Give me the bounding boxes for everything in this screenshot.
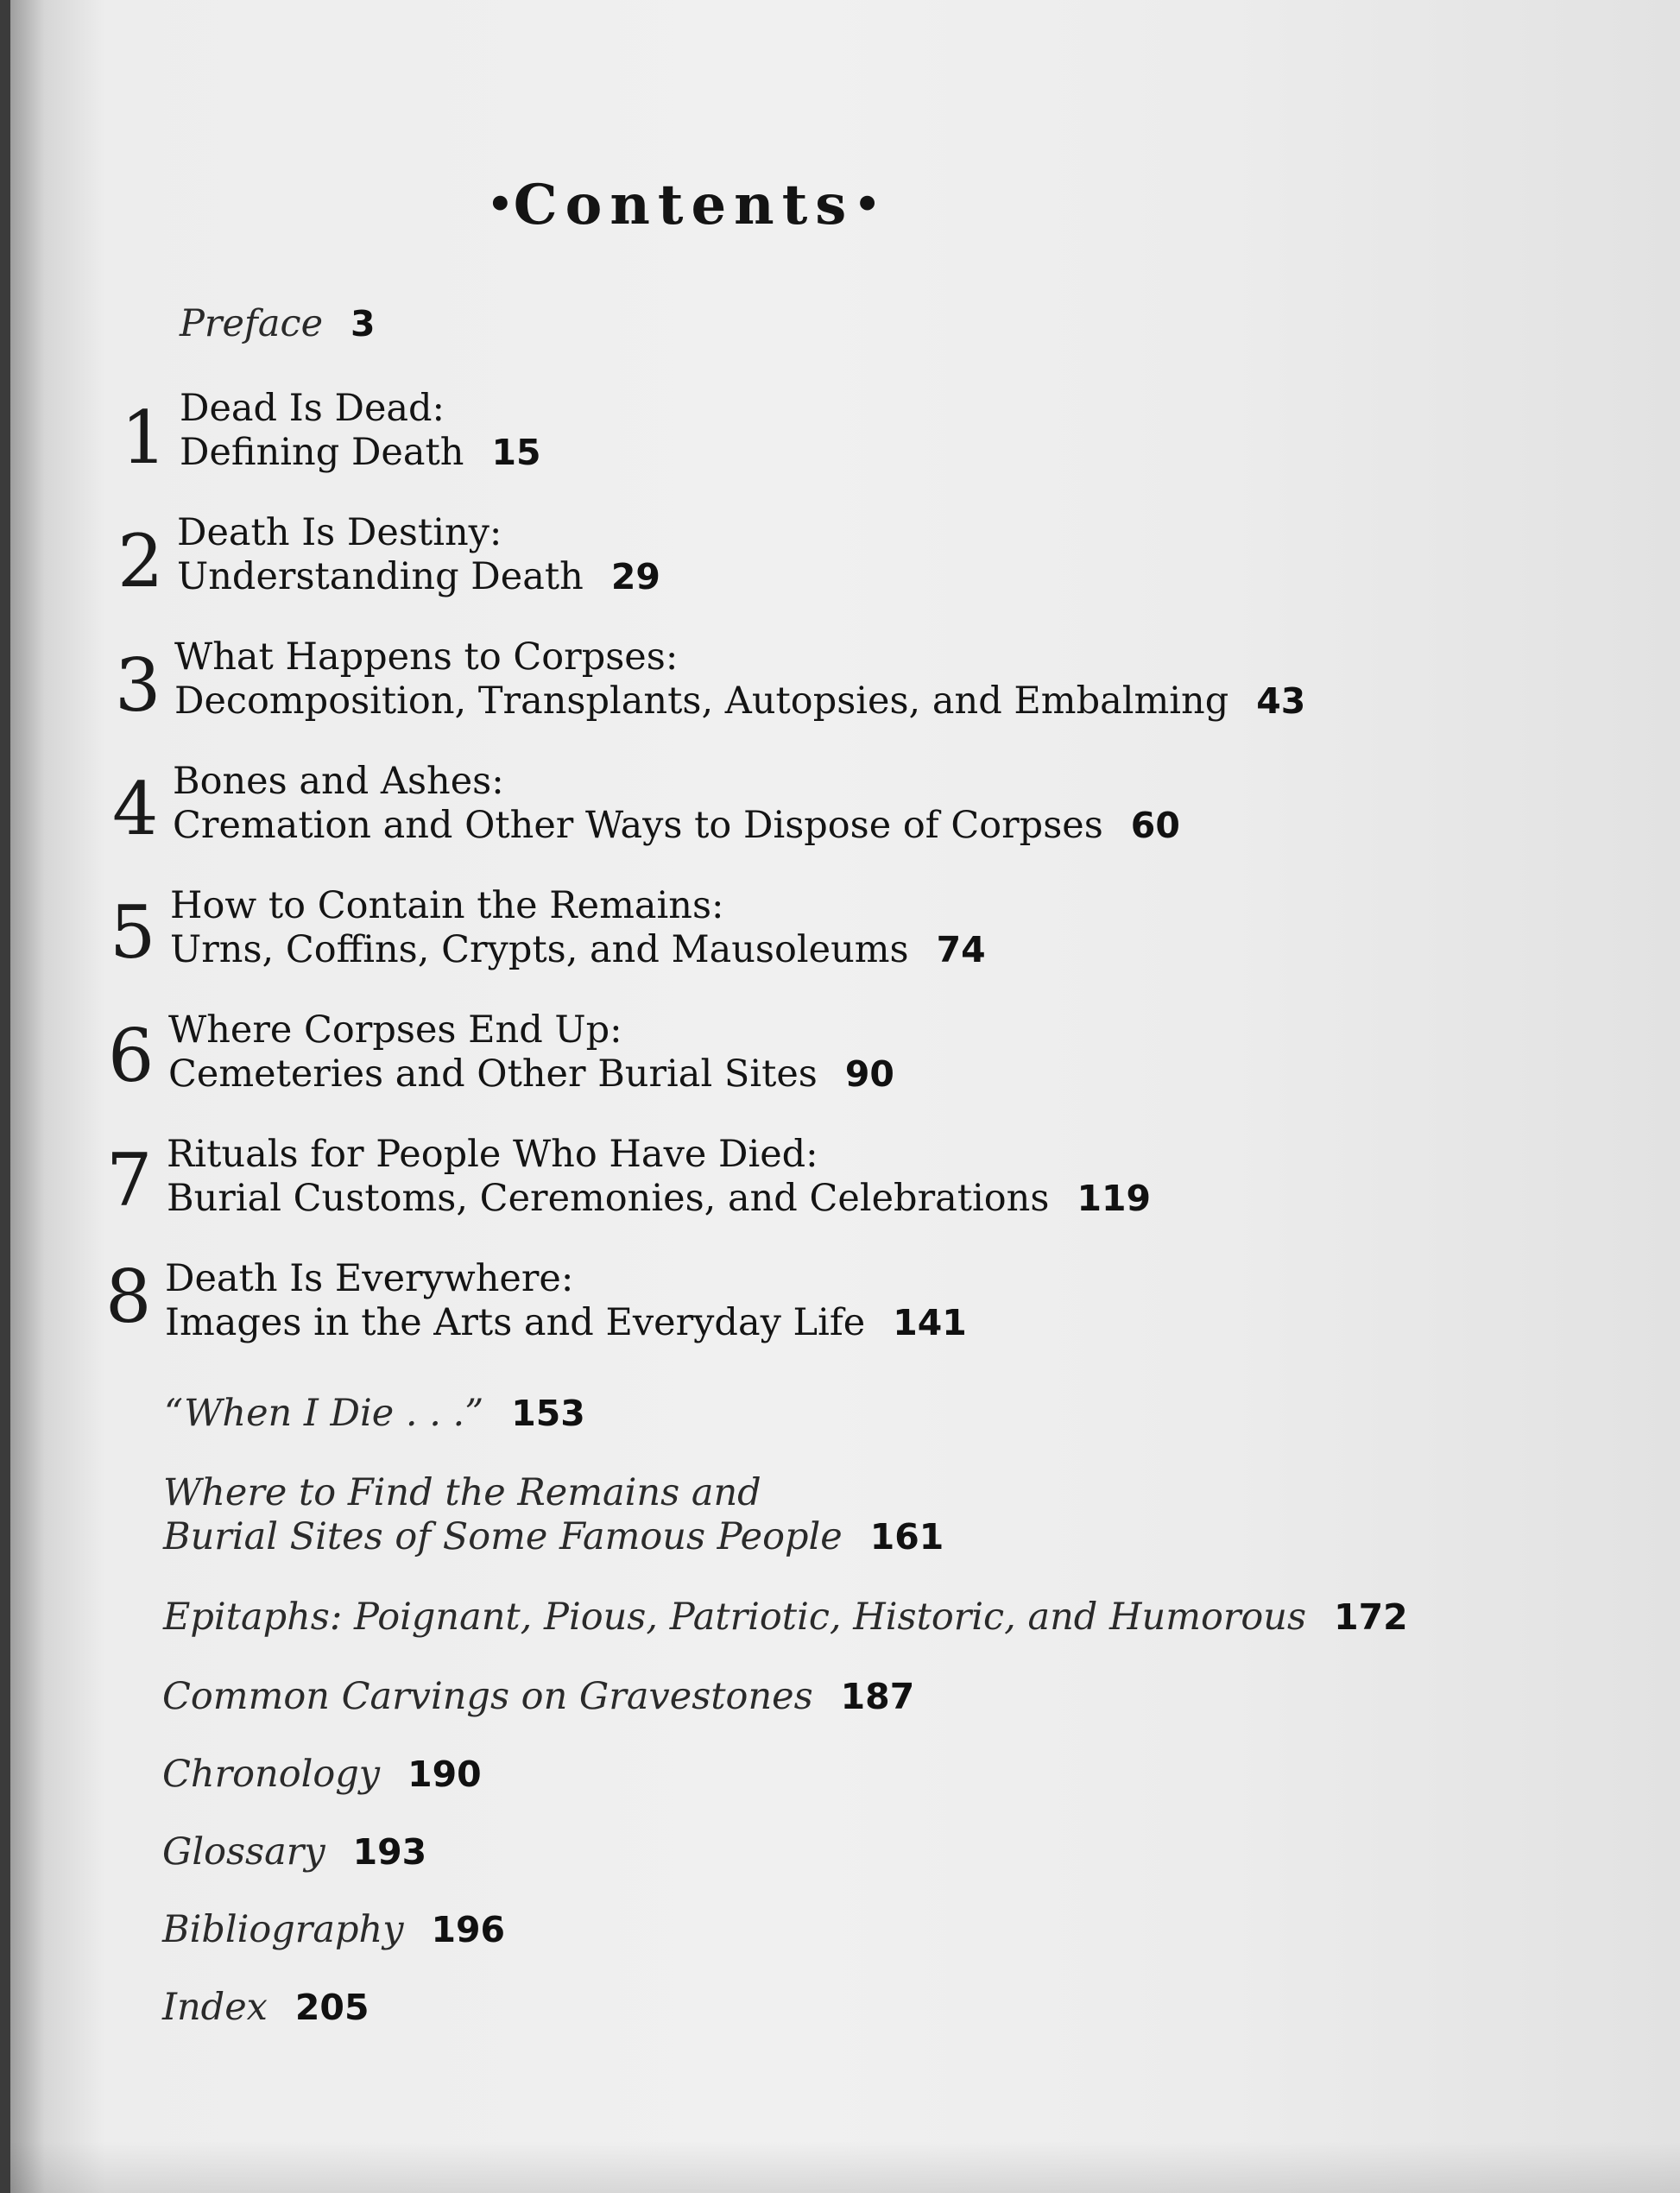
heading-text: Contents — [513, 173, 855, 237]
chapter-subtitle: Images in the Arts and Everyday Life — [165, 1301, 866, 1344]
toc-entry-common-carvings[interactable] — [162, 1675, 914, 1719]
toc-entry-when-i-die[interactable] — [164, 1392, 585, 1436]
toc-entry-chapter-7[interactable] — [167, 1133, 1151, 1221]
toc-entry-chapter-4[interactable] — [173, 760, 1180, 848]
toc-page-number: 187 — [840, 1676, 915, 1717]
toc-entry-title: Glossary — [162, 1830, 325, 1874]
chapter-number: 6 — [108, 1014, 155, 1098]
toc-entry-title: Bibliography — [162, 1908, 404, 1951]
toc-page-number: 119 — [1077, 1178, 1152, 1219]
toc-entry-chapter-3[interactable] — [174, 635, 1305, 724]
toc-page-number: 90 — [844, 1053, 894, 1095]
chapter-number: 4 — [112, 767, 159, 851]
chapter-title: Dead Is Dead: — [180, 387, 445, 430]
toc-entry-title: Burial Sites of Some Famous People — [163, 1515, 843, 1558]
contents-heading — [10, 173, 1357, 237]
chapter-subtitle: Defining Death — [180, 431, 464, 474]
chapter-title: Death Is Destiny: — [177, 511, 502, 554]
chapter-subtitle: Understanding Death — [177, 555, 584, 598]
toc-page-number: 74 — [936, 929, 986, 970]
toc-page-number: 29 — [610, 556, 660, 597]
chapter-title: Where Corpses End Up: — [168, 1008, 622, 1052]
chapter-subtitle: Cremation and Other Ways to Dispose of Corpses — [173, 804, 1103, 847]
toc-entry-chronology[interactable] — [162, 1753, 482, 1797]
toc-entry-chapter-1[interactable] — [180, 387, 541, 475]
toc-page-number: 190 — [407, 1754, 482, 1795]
chapter-subtitle: Burial Customs, Ceremonies, and Celebrations — [167, 1177, 1050, 1220]
toc-page-number: 161 — [869, 1516, 944, 1558]
toc-entry-famous-remains[interactable] — [163, 1471, 944, 1559]
toc-entry-epitaphs[interactable] — [163, 1596, 1408, 1640]
toc-entry-chapter-8[interactable] — [165, 1257, 967, 1345]
chapter-subtitle: Cemeteries and Other Burial Sites — [168, 1052, 818, 1096]
toc-entry-title: Common Carvings on Gravestones — [162, 1675, 813, 1718]
toc-page-number: 3 — [351, 303, 376, 344]
toc-entry-preface[interactable] — [180, 302, 376, 346]
toc-entry-title: Chronology — [162, 1753, 381, 1796]
chapter-subtitle: Decomposition, Transplants, Autopsies, and Embalming — [174, 679, 1229, 723]
toc-entry-title: “When I Die . . .” — [164, 1392, 484, 1435]
chapter-subtitle: Urns, Coffins, Crypts, and Mausoleums — [170, 928, 909, 971]
toc-entry-title: Index — [162, 1986, 268, 2029]
toc-entry-title-line: Where to Find the Remains and — [163, 1471, 761, 1514]
chapter-number: 8 — [105, 1254, 152, 1339]
toc-page-number: 193 — [352, 1831, 427, 1873]
toc-entry-bibliography[interactable] — [162, 1908, 505, 1952]
toc-page-number: 60 — [1130, 805, 1180, 846]
toc-entry-title: Epitaphs: Poignant, Pious, Patriotic, Historic, and Humorous — [163, 1596, 1307, 1639]
chapter-number: 2 — [117, 519, 164, 604]
heading-dot-left: • — [487, 180, 514, 229]
toc-entry-index[interactable] — [162, 1986, 369, 2030]
chapter-number: 5 — [110, 890, 156, 975]
toc-entry-chapter-5[interactable] — [170, 884, 986, 972]
toc-entry-glossary[interactable] — [162, 1830, 426, 1874]
chapter-title: Rituals for People Who Have Died: — [167, 1133, 818, 1176]
chapter-title: Bones and Ashes: — [173, 760, 504, 803]
toc-entry-title: Preface — [180, 302, 324, 345]
toc-page-number: 196 — [431, 1909, 506, 1950]
book-page — [10, 0, 1680, 2193]
heading-dot-right: • — [854, 180, 881, 229]
toc-page-number: 205 — [294, 1987, 369, 2028]
toc-page-number: 172 — [1334, 1596, 1408, 1638]
chapter-title: How to Contain the Remains: — [170, 884, 724, 927]
chapter-title: What Happens to Corpses: — [174, 635, 679, 679]
toc-entry-chapter-6[interactable] — [168, 1008, 894, 1096]
chapter-number: 3 — [115, 643, 161, 728]
chapter-number: 1 — [121, 395, 167, 480]
chapter-title: Death Is Everywhere: — [165, 1257, 574, 1300]
toc-page-number: 141 — [893, 1302, 967, 1343]
chapter-number: 7 — [106, 1138, 153, 1223]
toc-page-number: 43 — [1256, 680, 1306, 722]
toc-page-number: 15 — [491, 432, 541, 473]
toc-page-number: 153 — [511, 1393, 585, 1434]
toc-entry-chapter-2[interactable] — [177, 511, 660, 599]
